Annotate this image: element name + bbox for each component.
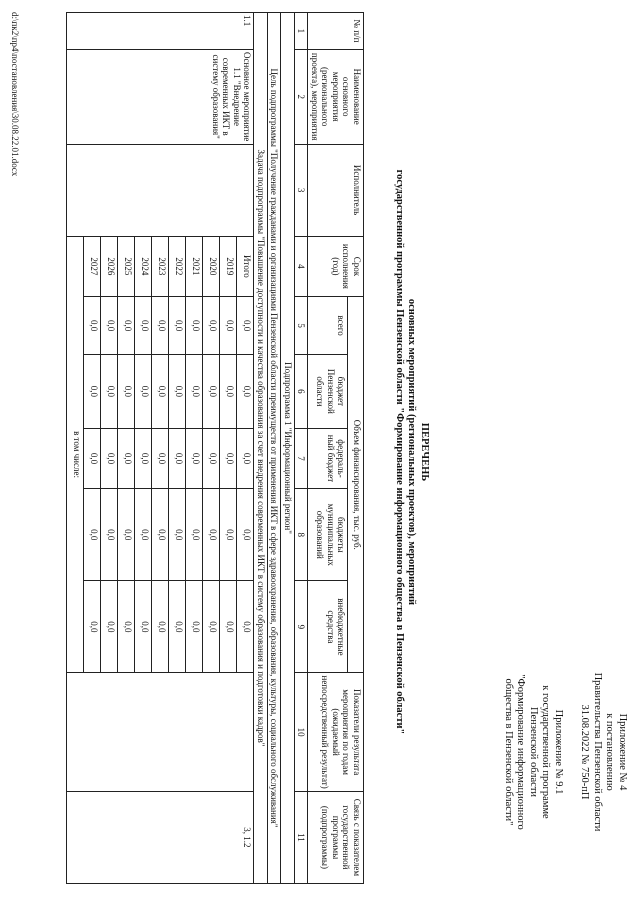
row-total: 0,0 <box>118 297 135 355</box>
row-federal: 0,0 <box>135 428 152 489</box>
row-extra: 0,0 <box>186 581 203 673</box>
row-year: 2022 <box>169 236 186 297</box>
header-num: № п/п <box>308 13 364 50</box>
row-total: 0,0 <box>203 297 220 355</box>
title-line: государственной программы Пензенской области "Формирование информационного общества в Пензенской области" <box>394 169 405 735</box>
header-regional: бюджет Пензенской области <box>308 355 348 429</box>
row-federal: 0,0 <box>203 428 220 489</box>
column-number-row <box>295 13 309 884</box>
row-extra: 0,0 <box>135 581 152 673</box>
col-number: 2 <box>295 49 309 144</box>
row-total: 0,0 <box>135 297 152 355</box>
row-regional: 0,0 <box>84 355 101 429</box>
col-number: 10 <box>295 673 309 791</box>
row-year: Итого <box>237 236 254 297</box>
header-line: 31.08.2022 № 750-пП <box>579 704 591 800</box>
subprogram-task: Задача подпрограммы "Повышение доступности и качества образования за счет внедрения современных ИКТ в систему образования и подготовки кадров" <box>254 13 268 884</box>
header-extra: внебюджетные средства <box>308 581 348 673</box>
row-year: 2023 <box>152 236 169 297</box>
header-line: Пензенской области <box>528 706 539 798</box>
row-extra: 0,0 <box>101 581 118 673</box>
appendix-header <box>502 642 629 862</box>
row-extra: 0,0 <box>169 581 186 673</box>
header-total: всего <box>308 297 348 355</box>
row-municipal: 0,0 <box>237 489 254 581</box>
row-regional: 0,0 <box>101 355 118 429</box>
col-number: 9 <box>295 581 309 673</box>
subprogram-row <box>281 13 295 884</box>
header-line: Правительства Пензенской области <box>592 672 603 832</box>
document-title <box>393 2 431 902</box>
row-extra: 0,0 <box>118 581 135 673</box>
row-year: 2021 <box>186 236 203 297</box>
including-label: в том числе: <box>67 236 84 673</box>
row-federal: 0,0 <box>101 428 118 489</box>
item-indicators <box>67 673 254 791</box>
table-header-row <box>348 13 364 884</box>
row-federal: 0,0 <box>84 428 101 489</box>
file-path-footer: d:\пк2\пр4\постановления\30.08.22.01.docx <box>10 12 20 177</box>
header-link: Связь с показателем государственной программы (подпрограммы) <box>308 791 364 883</box>
item-name: Основное мероприятие 1.1 "Внедрение современных ИКТ в систему образования" <box>67 49 254 144</box>
row-extra: 0,0 <box>237 581 254 673</box>
row-total: 0,0 <box>152 297 169 355</box>
item-num: 1.1 <box>67 13 254 50</box>
row-regional: 0,0 <box>203 355 220 429</box>
row-municipal: 0,0 <box>169 489 186 581</box>
row-municipal: 0,0 <box>101 489 118 581</box>
row-federal: 0,0 <box>152 428 169 489</box>
subprogram-title: Подпрограмма 1 "Информационный регион" <box>281 13 295 884</box>
row-regional: 0,0 <box>237 355 254 429</box>
row-total: 0,0 <box>237 297 254 355</box>
title-main: ПЕРЕЧЕНЬ <box>419 422 430 482</box>
col-number: 4 <box>295 236 309 297</box>
row-regional: 0,0 <box>169 355 186 429</box>
header-federal: федераль- ный бюджет <box>308 428 348 489</box>
header-line: Приложение № 4 <box>617 713 628 791</box>
col-number: 1 <box>295 13 309 50</box>
subprogram-goal: Цель подпрограммы "Получение гражданами и организациями Пензенской области преимуществ от применения ИКТ в сфере здравоохранения, образования, культуры, социального обслуживания" <box>268 13 282 884</box>
row-total: 0,0 <box>169 297 186 355</box>
header-indicators: Показатели результата мероприятия по годам (ожидаемый непосредственный результат) <box>308 673 364 791</box>
row-municipal: 0,0 <box>186 489 203 581</box>
title-line: основных мероприятий (региональных проектов), мероприятий <box>406 298 418 606</box>
row-total: 0,0 <box>101 297 118 355</box>
header-line: "Формирование информационного <box>515 674 527 830</box>
item-link: 3, 1.2 <box>67 791 254 883</box>
row-federal: 0,0 <box>237 428 254 489</box>
row-municipal: 0,0 <box>84 489 101 581</box>
rotated-sheet <box>2 2 636 902</box>
row-extra: 0,0 <box>152 581 169 673</box>
row-regional: 0,0 <box>186 355 203 429</box>
row-year: 2025 <box>118 236 135 297</box>
col-number: 3 <box>295 144 309 236</box>
header-funding: Объем финансирования, тыс. руб. <box>348 297 364 673</box>
goal-row <box>268 13 282 884</box>
row-federal: 0,0 <box>220 428 237 489</box>
header-line: Приложение № 9.1 <box>553 709 564 795</box>
row-total: 0,0 <box>220 297 237 355</box>
row-municipal: 0,0 <box>135 489 152 581</box>
row-municipal: 0,0 <box>220 489 237 581</box>
header-name: Наименование основного мероприятия (регионального проекта), мероприятия <box>308 49 364 144</box>
row-extra: 0,0 <box>203 581 220 673</box>
row-federal: 0,0 <box>118 428 135 489</box>
col-number: 6 <box>295 355 309 429</box>
header-executor: Исполнитель <box>308 144 364 236</box>
row-municipal: 0,0 <box>152 489 169 581</box>
row-year: 2024 <box>135 236 152 297</box>
col-number: 7 <box>295 428 309 489</box>
row-regional: 0,0 <box>152 355 169 429</box>
row-regional: 0,0 <box>135 355 152 429</box>
row-regional: 0,0 <box>118 355 135 429</box>
header-line: общества в Пензенской области" <box>503 678 514 826</box>
row-regional: 0,0 <box>220 355 237 429</box>
item-executor <box>67 144 254 236</box>
row-municipal: 0,0 <box>203 489 220 581</box>
header-municipal: бюджеты муниципальных образований <box>308 489 348 581</box>
row-extra: 0,0 <box>220 581 237 673</box>
col-number: 11 <box>295 791 309 883</box>
row-year: 2027 <box>84 236 101 297</box>
row-extra: 0,0 <box>84 581 101 673</box>
row-federal: 0,0 <box>186 428 203 489</box>
col-number: 5 <box>295 297 309 355</box>
header-line: к постановлению <box>604 713 616 791</box>
row-total: 0,0 <box>84 297 101 355</box>
header-line: к государственной программе <box>540 685 552 819</box>
table-row <box>237 13 254 884</box>
row-federal: 0,0 <box>169 428 186 489</box>
row-municipal: 0,0 <box>118 489 135 581</box>
row-year: 2019 <box>220 236 237 297</box>
row-year: 2026 <box>101 236 118 297</box>
task-row <box>254 13 268 884</box>
header-term: Срок исполнения (год) <box>308 236 364 297</box>
activities-table <box>67 12 365 884</box>
row-total: 0,0 <box>186 297 203 355</box>
row-year: 2020 <box>203 236 220 297</box>
col-number: 8 <box>295 489 309 581</box>
